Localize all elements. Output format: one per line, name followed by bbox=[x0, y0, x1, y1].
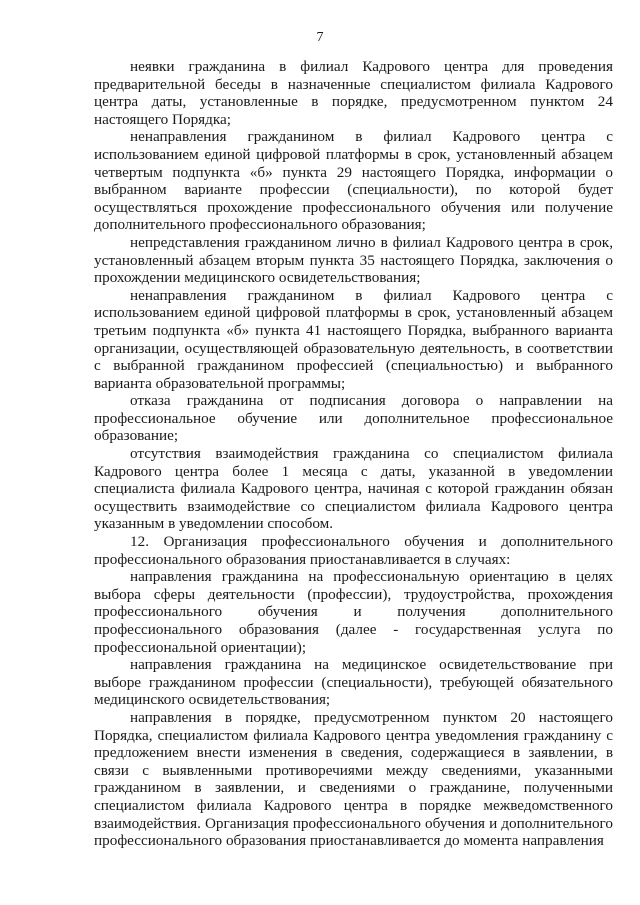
paragraph: ненаправления гражданином в филиал Кадрового центра с использованием единой цифровой платформы в срок, установленный абзацем третьим подпункта «б» пункта 41 настоящего Порядка, выбранного варианта организации, осуществляющей образовательную деятельность, в соответствии с выбранной гражданином профессией (специальностью) и выбранного варианта образовательной программы; bbox=[94, 286, 613, 392]
document-body bbox=[94, 58, 613, 850]
paragraph: неявки гражданина в филиал Кадрового центра для проведения предварительной беседы в назначенные специалистом филиала Кадрового центра даты, установленные в порядке, предусмотренном пунктом 24 настоящего Порядка; bbox=[94, 58, 613, 128]
paragraph: направления гражданина на профессиональную ориентацию в целях выбора сферы деятельности (профессии), трудоустройства, прохождения профессионального обучения и получения дополнительного профессионального образования (далее - государственная услуга по профессиональной ориентации); bbox=[94, 568, 613, 656]
paragraph: ненаправления гражданином в филиал Кадрового центра с использованием единой цифровой платформы в срок, установленный абзацем четвертым подпункта «б» пункта 29 настоящего Порядка, информации о выбранном варианте профессии (специальности), по которой будет осуществляться прохождение профессионального обучения или получение дополнительного профессионального образования; bbox=[94, 128, 613, 234]
paragraph: направления в порядке, предусмотренном пунктом 20 настоящего Порядка, специалистом филиала Кадрового центра уведомления гражданину с предложением внести изменения в сведения, содержащиеся в заявлении, в связи с выявленными противоречиями между сведениями, указанными гражданином в заявлении, и сведениями о гражданине, полученными специалистом филиала Кадрового центра в порядке межведомственного взаимодействия. Организация профессионального обучения и дополнительного профессионального образования приостанавливается до момента направления bbox=[94, 708, 613, 850]
paragraph: отказа гражданина от подписания договора о направлении на профессиональное обучение или дополнительное профессиональное образование; bbox=[94, 392, 613, 445]
section-12-heading-paragraph: 12. Организация профессионального обучения и дополнительного профессионального образования приостанавливается в случаях: bbox=[94, 533, 613, 568]
paragraph: направления гражданина на медицинское освидетельствование при выборе гражданином профессии (специальности), требующей обязательного медицинского освидетельствования; bbox=[94, 656, 613, 709]
paragraph: отсутствия взаимодействия гражданина со специалистом филиала Кадрового центра более 1 месяца с даты, указанной в уведомлении специалиста филиала Кадрового центра, начиная с которой гражданин обязан осуществить взаимодействие со специалистом филиала Кадрового центра указанным в уведомлении способом. bbox=[94, 445, 613, 533]
page-number: 7 bbox=[316, 30, 324, 45]
paragraph: непредставления гражданином лично в филиал Кадрового центра в срок, установленный абзацем вторым пункта 35 настоящего Порядка, заключения о прохождении медицинского освидетельствования; bbox=[94, 233, 613, 287]
